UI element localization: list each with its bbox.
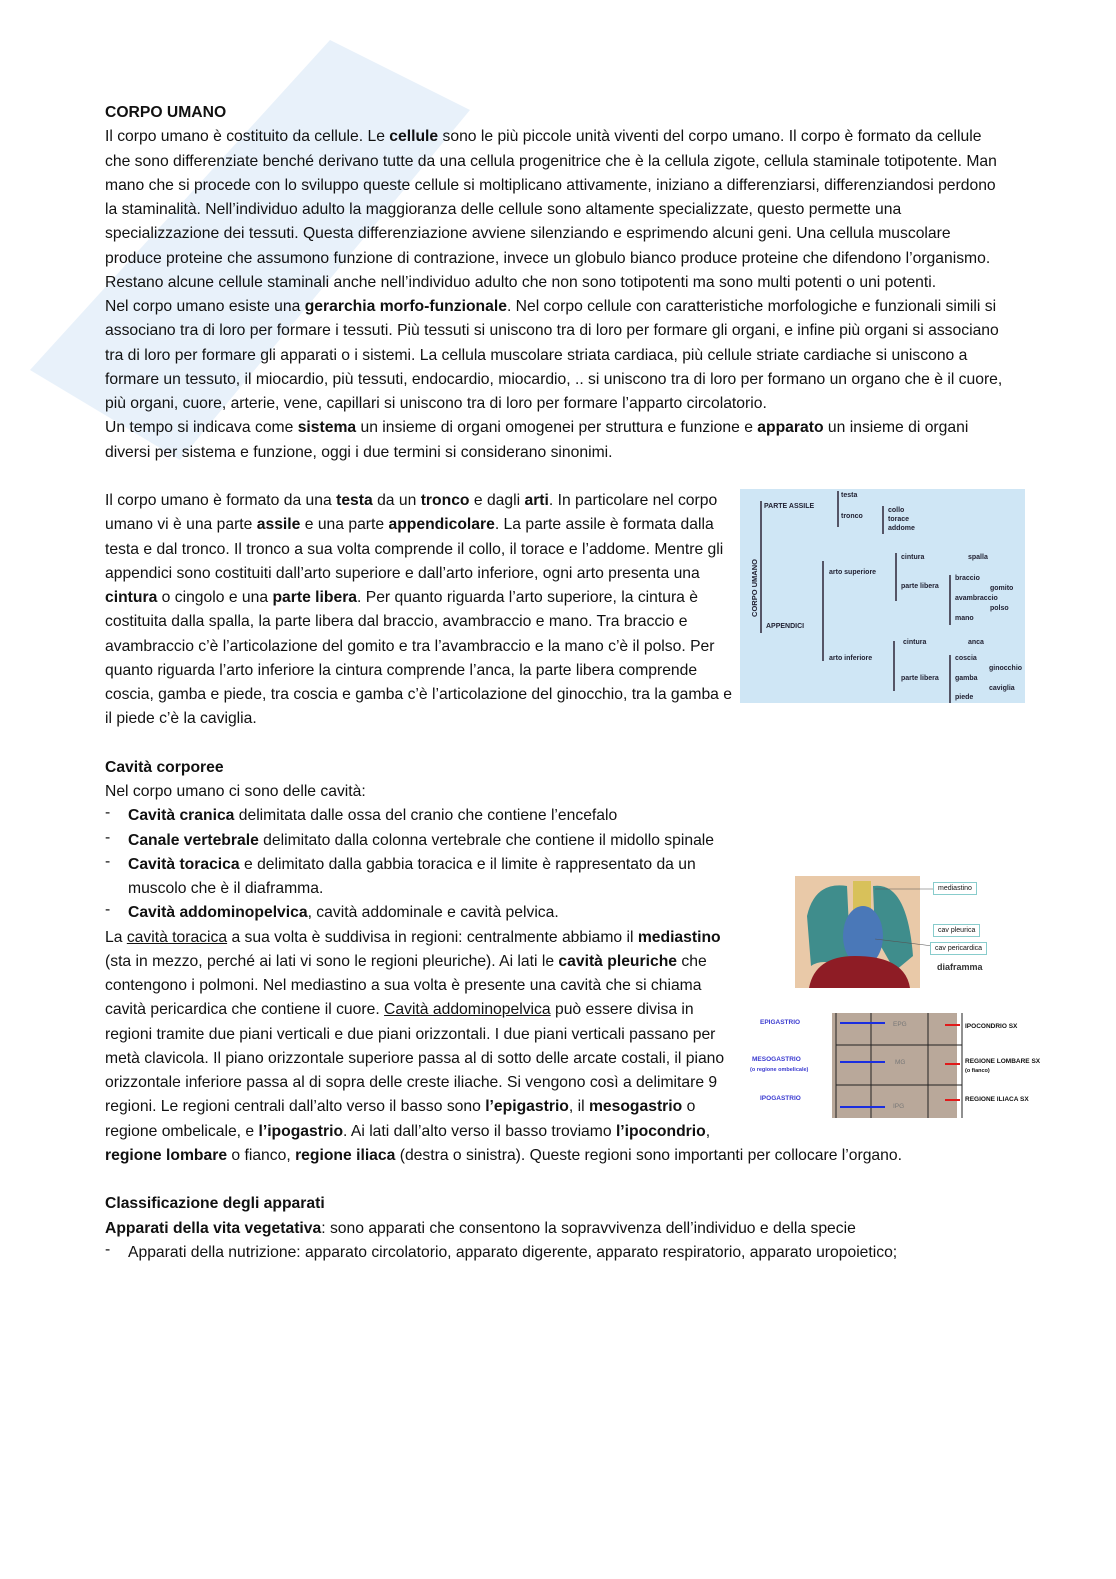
- bold-term: sistema: [297, 419, 357, 437]
- figures-float: [745, 853, 1045, 1125]
- text-run: delimitato dalla colonna vertebrale che contiene il midollo spinale: [258, 831, 715, 849]
- label: addome: [888, 525, 915, 532]
- abdominal-regions-figure: [745, 1013, 1045, 1118]
- text-run: (destra o sinistra). Queste regioni sono importanti per collocare l’organo.: [395, 1146, 902, 1164]
- bold-term: regione iliaca: [295, 1146, 396, 1164]
- label: REGIONE LOMBARE SX: [965, 1057, 1041, 1065]
- apparati-list: [105, 1241, 1010, 1265]
- text-run: Nel corpo umano esiste una: [105, 298, 305, 315]
- text-run: . Per quanto riguarda l’arto superiore, la cintura è costituita dalla spalla, la parte libera dal braccio, avambraccio e mano. Tra braccio e avambraccio c’è l’articolazione del gomito e tra l’avambraccio e la mano c’è il polso. Per quanto riguarda l’arto inferiore la cintura comprende l’anca, la parte libera comprende coscia, gamba e piede, tra coscia e gamba c’è l’articolazione del ginocchio, tra la gamba e il piede c’è la caviglia.: [105, 589, 732, 728]
- label: IPOCONDRIO SX: [965, 1022, 1018, 1030]
- text-run: Un tempo si indicava come: [105, 419, 298, 437]
- text-run: , cavità addominale e cavità pelvica.: [307, 904, 559, 922]
- label: spalla: [968, 554, 988, 561]
- text-run: può essere divisa in regioni tramite due piani verticali e due piani orizzontali. I due piani verticali passano per metà clavicola. Il piano orizzontale superiore passa al di sotto delle arcate costali, il piano orizzontale inferiore passa al di sopra delle creste iliache. Si vengono così a delimitare 9 regioni. Le regioni centrali dall’alto verso il basso sono: [105, 1001, 725, 1116]
- bold-term: Cavità addominopelvica: [128, 904, 308, 922]
- label: MESOGASTRIO: [752, 1055, 801, 1063]
- label: collo: [888, 507, 905, 514]
- bold-term: l’epigastrio: [485, 1098, 569, 1116]
- bold-term: cavità pleuriche: [558, 952, 678, 970]
- label: braccio: [955, 575, 980, 582]
- label: arto inferiore: [829, 655, 873, 662]
- label: caviglia: [989, 685, 1015, 692]
- label: IPOGASTRIO: [760, 1094, 801, 1102]
- label: MG: [895, 1058, 906, 1066]
- label: mano: [955, 615, 974, 622]
- bold-term: testa: [336, 492, 373, 509]
- bold-term: l’ipogastrio: [258, 1122, 344, 1140]
- label: parte libera: [901, 583, 939, 590]
- text-run: o fianco,: [227, 1146, 296, 1164]
- bold-term: assile: [256, 516, 301, 534]
- label: PARTE ASSILE: [764, 503, 815, 510]
- label: arto superiore: [829, 569, 877, 576]
- bold-term: mesogastrio: [588, 1098, 683, 1116]
- thoracic-cavity-figure: [795, 876, 995, 988]
- text-run: un insieme di organi omogenei per struttura e funzione e: [356, 419, 758, 437]
- text-run: sono le più piccole unità viventi del corpo umano. Il corpo è formato da cellule che sono differenziate benché derivano tutte da una cellula progenitrice che è la cellula zigote, cellula staminale totipotente. Man mano che si procede con lo sviluppo queste cellule si moltiplicano attivamente, iniziano a differenziarsi, differenziandosi perdono la staminalità. Nell’individuo adulto la maggioranza delle cellule sono altamente specializzate, questo permette una specializzazione dei tessuti. Questa differenziazione avviene silenziando e esprimendo alcuni geni. Una cellula muscolare produce proteine che assumono funzione di contrazione, invece un globulo bianco produce proteine che difendono l’organismo. Restano alcune cellule staminali anche nell’individuo adulto che non sono totipotenti ma sono multi potenti o uni potenti.: [105, 128, 997, 291]
- bold-term: arti: [524, 492, 549, 509]
- bold-term: Cavità cranica: [128, 807, 235, 825]
- label: avambraccio: [955, 595, 998, 602]
- label: CORPO UMANO: [749, 559, 759, 617]
- label: cav pericardica: [930, 942, 987, 955]
- label: (o fianco): [965, 1067, 990, 1074]
- underlined-term: Cavità addominopelvica: [384, 1001, 551, 1019]
- list-item: [105, 901, 1010, 925]
- label: anca: [968, 639, 984, 646]
- text-run: a sua volta è suddivisa in regioni: centralmente abbiamo il: [227, 928, 638, 946]
- section-title: Classificazione degli apparati: [105, 1195, 325, 1213]
- text-run: . La parte assile è formata dalla testa e dal tronco. Il tronco a sua volta comprende il collo, il torace e l’addome. Mentre gli appendici sono costituiti dall’arto superiore e dall’arto inferiore, ogni arto presenta una: [105, 516, 724, 582]
- bold-term: appendicolare: [388, 516, 495, 534]
- label: gomito: [990, 585, 1014, 592]
- label: diaframma: [937, 961, 983, 972]
- text-run: e delimitato dalla gabbia toracica e il limite è rappresentato da un muscolo che è il diaframma.: [128, 855, 696, 897]
- label: IPG: [893, 1102, 905, 1110]
- label: cav pleurica: [933, 924, 980, 937]
- bold-term: l’ipocondrio: [615, 1122, 706, 1140]
- label: piede: [955, 694, 974, 701]
- bold-term: mediastino: [637, 928, 721, 946]
- list-item: [105, 804, 1010, 828]
- body-hierarchy-diagram: [740, 489, 1025, 703]
- label: tronco: [841, 513, 863, 520]
- bold-term: regione lombare: [105, 1146, 228, 1164]
- text-run: . Ai lati dall’alto verso il basso troviamo: [343, 1122, 616, 1140]
- bold-term: gerarchia morfo-funzionale: [304, 298, 507, 315]
- paragraph: [105, 125, 1010, 295]
- list-item: [105, 829, 1010, 853]
- bold-term: tronco: [420, 492, 470, 509]
- label: cintura: [901, 554, 925, 561]
- text-run: Il corpo umano è costituito da cellule. Le: [105, 128, 390, 146]
- underlined-term: cavità toracica: [126, 928, 228, 946]
- text-run: delimitata dalle ossa del cranio che contiene l’encefalo: [234, 807, 618, 825]
- text-run: o regione ombelicale, e: [105, 1098, 696, 1140]
- paragraph: [105, 1217, 1010, 1241]
- paragraph: [105, 780, 1010, 804]
- text-run: Il corpo umano è formato da una: [105, 492, 337, 509]
- paragraph: [105, 416, 1010, 465]
- text-run: e dagli: [469, 492, 525, 509]
- label: ginocchio: [989, 665, 1023, 672]
- bold-term: parte libera: [272, 589, 358, 606]
- text-run: o cingolo e una: [157, 589, 273, 606]
- label: APPENDICI: [766, 623, 805, 630]
- text-run: ,: [705, 1122, 711, 1140]
- text-run: La: [105, 928, 127, 946]
- bold-term: apparato: [757, 419, 824, 437]
- label: REGIONE ILIACA SX: [965, 1095, 1029, 1103]
- bold-term: Cavità toracica: [128, 855, 240, 873]
- text-run: un insieme di organi diversi per sistema e funzione, oggi i due termini si considerano sinonimi.: [105, 419, 969, 461]
- text-run: Apparati della nutrizione: apparato circolatorio, apparato digerente, apparato respiratorio, apparato uropoietico;: [128, 1243, 898, 1261]
- text-run: e una parte: [300, 516, 389, 534]
- label: parte libera: [901, 675, 939, 682]
- label: coscia: [955, 655, 977, 662]
- bold-term: Apparati della vita vegetativa: [105, 1219, 322, 1237]
- label: torace: [888, 516, 910, 523]
- label: - mediastino: [933, 882, 977, 895]
- bold-term: Canale vertebrale: [128, 831, 259, 849]
- text-run: da un: [372, 492, 421, 509]
- label: EPG: [893, 1020, 907, 1028]
- label: polso: [990, 605, 1009, 612]
- bold-term: cellule: [389, 128, 439, 146]
- text-run: . Nel corpo cellule con caratteristiche morfologiche e funzionali simili si associano tra di loro per formare i tessuti. Più tessuti si uniscono tra di loro per formare gli organi, e infine più organi si associano tra di loro per formare gli apparati o i sistemi. La cellula muscolare striata cardiaca, più cellule striate cardiache si uniscono a formare un tessuto, il miocardio, più tessuti, endocardio, miocardio, .. si uniscono tra di loro per formano un organo che è il cuore, più organi, cuore, arterie, vene, capillari si uniscono tra di loro per formare l’apparto circolatorio.: [105, 298, 1003, 412]
- label: (o regione ombelicale): [750, 1066, 809, 1073]
- section-title: CORPO UMANO: [105, 104, 227, 121]
- text-run: . In particolare nel corpo umano vi è una parte: [105, 492, 718, 534]
- text-run: : sono apparati che consentono la sopravvivenza dell’individuo e della specie: [321, 1219, 856, 1237]
- label: cintura: [903, 639, 927, 646]
- label: EPIGASTRIO: [760, 1018, 801, 1026]
- text-run: , il: [568, 1098, 589, 1116]
- text-run: Nel corpo umano ci sono delle cavità:: [105, 783, 366, 800]
- paragraph: [105, 295, 1010, 416]
- section-title: Cavità corporee: [105, 758, 224, 776]
- label: gamba: [955, 675, 978, 682]
- diagram-float: [735, 489, 1025, 711]
- bold-term: cintura: [105, 589, 158, 606]
- text-run: che contengono i polmoni. Nel mediastino a sua volta è presente una cavità che si chiama cavità pericardica che contiene il cuore.: [105, 952, 707, 1019]
- label: testa: [841, 492, 858, 499]
- text-run: (sta in mezzo, perché ai lati vi sono le regioni pleuriche). Ai lati le: [105, 952, 559, 970]
- document-body: [105, 101, 1041, 1265]
- list-item: [105, 1241, 1010, 1265]
